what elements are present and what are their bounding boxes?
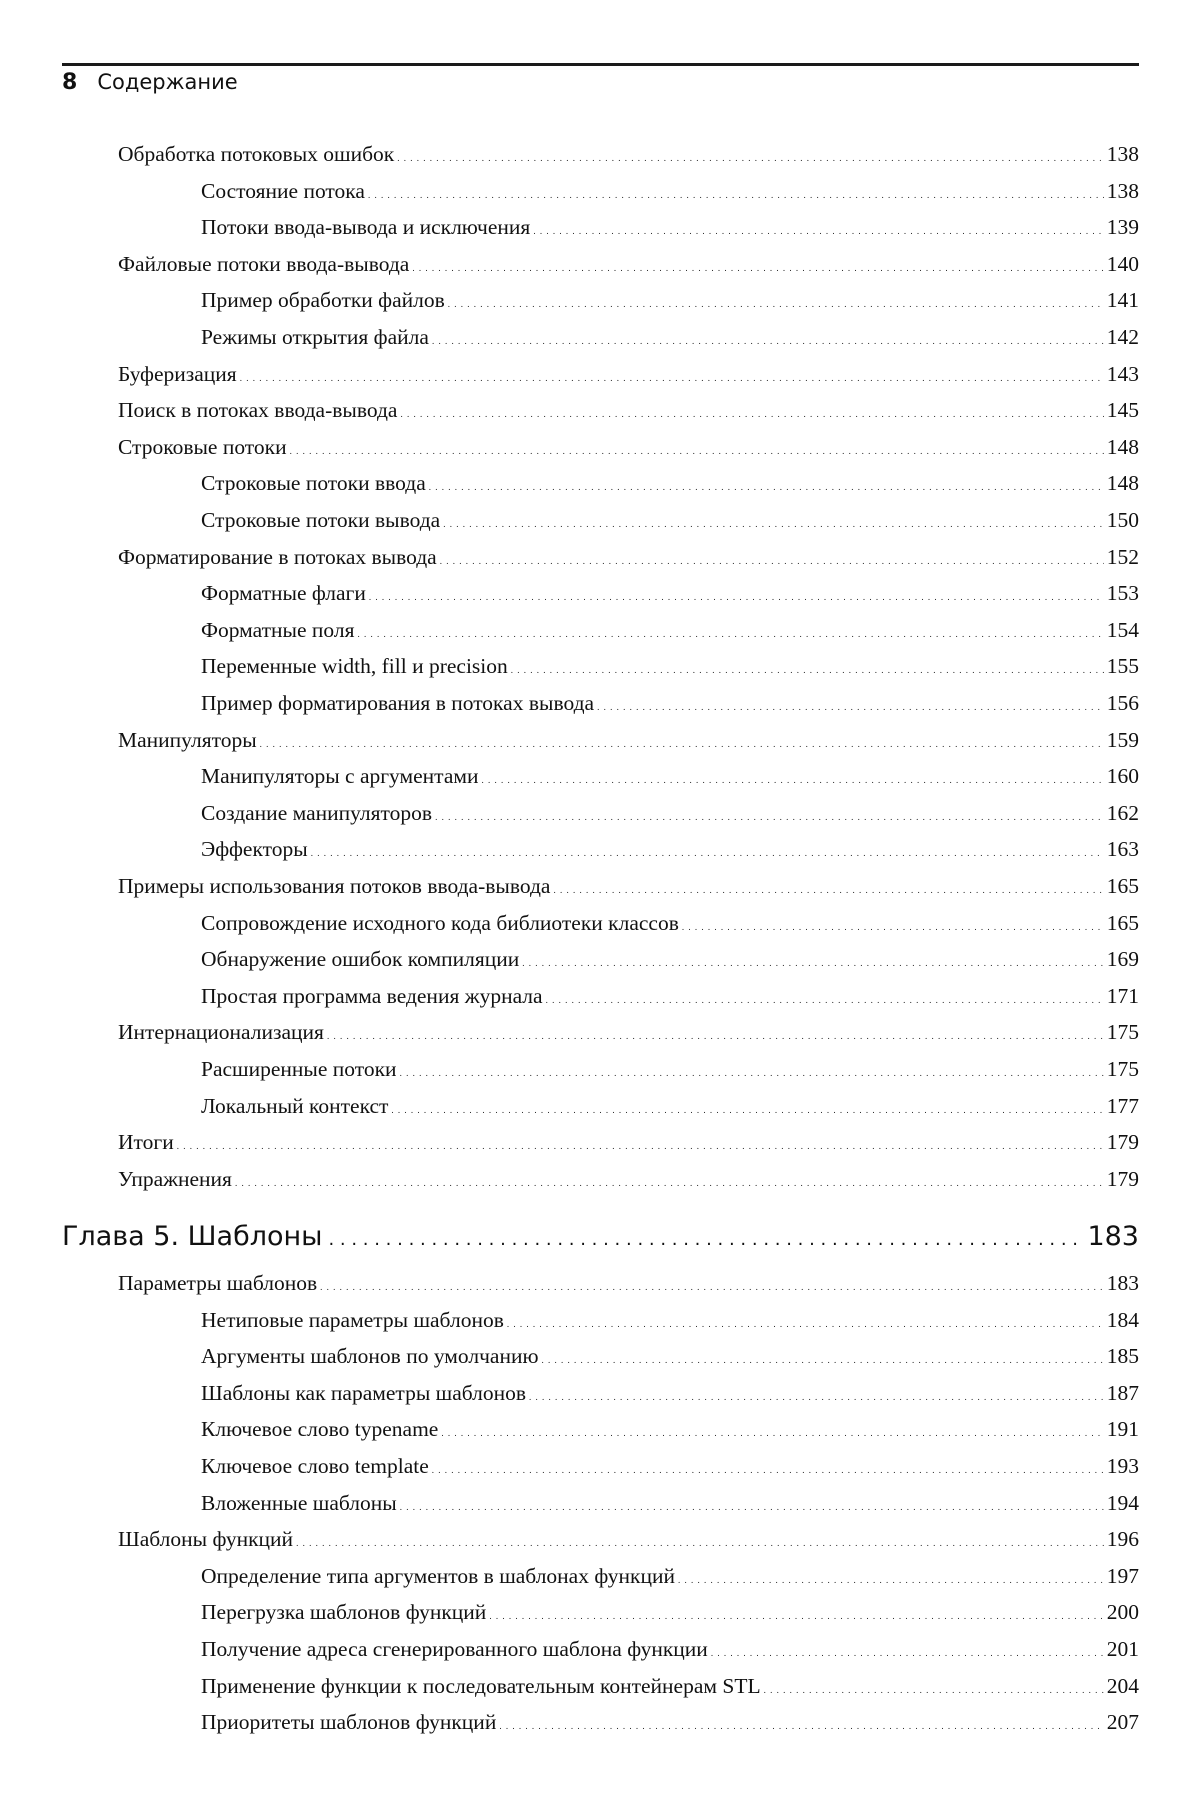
toc-entry	[201, 986, 1139, 1008]
dot-leader	[240, 364, 1104, 386]
toc-entry	[118, 364, 1139, 386]
toc-entry-title: Режимы открытия файла	[201, 325, 429, 349]
toc-entry	[201, 1096, 1139, 1118]
toc-entry-title: Манипуляторы с аргументами	[201, 764, 479, 788]
toc-entry	[201, 583, 1139, 605]
dot-leader	[368, 181, 1104, 203]
toc-entry-page: 184	[1106, 1308, 1139, 1332]
dot-leader	[400, 1059, 1104, 1081]
chapter-page: 183	[1087, 1221, 1139, 1252]
toc-entry	[118, 1169, 1139, 1191]
toc-entry	[201, 1456, 1139, 1478]
dot-leader	[397, 144, 1104, 166]
dot-leader	[542, 1346, 1104, 1368]
toc-entry	[201, 949, 1139, 971]
toc-entry-title: Определение типа аргументов в шаблонах функций	[201, 1564, 675, 1588]
toc-entry-title: Переменные width, fill и precision	[201, 654, 508, 678]
toc-entry	[201, 510, 1139, 532]
toc-entry	[201, 656, 1139, 678]
toc-entry	[201, 620, 1139, 642]
chapter-heading	[62, 1221, 1139, 1252]
dot-leader	[553, 876, 1103, 898]
toc-entry-title: Нетиповые параметры шаблонов	[201, 1308, 504, 1332]
toc-entry-page: 143	[1106, 362, 1139, 386]
toc-entry-page: 165	[1106, 874, 1139, 898]
toc-entry	[118, 1132, 1139, 1154]
dot-leader	[296, 1529, 1104, 1551]
toc-entry-title: Аргументы шаблонов по умолчанию	[201, 1344, 539, 1368]
toc-entry-title: Строковые потоки вывода	[201, 508, 441, 532]
toc-entry-page: 162	[1106, 801, 1139, 825]
toc-entry-title: Пример форматирования в потоках вывода	[201, 691, 595, 715]
chapter-title: Глава 5. Шаблоны	[62, 1221, 323, 1252]
page-number: 8	[62, 70, 78, 95]
dot-leader	[597, 693, 1104, 715]
toc-entry	[201, 327, 1139, 349]
toc-entry	[201, 1602, 1139, 1624]
dot-leader	[711, 1639, 1104, 1661]
running-title: Содержание	[97, 70, 238, 94]
dot-leader	[511, 656, 1104, 678]
toc-entry-page: 169	[1106, 947, 1139, 971]
toc-entry-page: 179	[1106, 1130, 1139, 1154]
toc-entry-page: 171	[1106, 984, 1139, 1008]
toc-entry-page: 150	[1106, 508, 1139, 532]
toc-entry-title: Форматные поля	[201, 618, 355, 642]
toc-entry-title: Приоритеты шаблонов функций	[201, 1710, 497, 1734]
dot-leader	[489, 1602, 1103, 1624]
toc-entry	[201, 217, 1139, 239]
toc-entry-title: Применение функции к последовательным контейнерам STL	[201, 1674, 761, 1698]
toc-entry-title: Состояние потока	[201, 179, 365, 203]
toc-entry-title: Форматные флаги	[201, 581, 366, 605]
toc-entry-title: Строковые потоки ввода	[201, 471, 426, 495]
dot-leader	[235, 1169, 1104, 1191]
dot-leader	[440, 547, 1104, 569]
toc-entry-title: Эффекторы	[201, 837, 308, 861]
toc-entry-title: Вложенные шаблоны	[201, 1491, 397, 1515]
toc-entry	[201, 181, 1139, 203]
dot-leader	[432, 327, 1104, 349]
toc-entry	[118, 437, 1139, 459]
dot-leader	[311, 839, 1104, 861]
toc-entry-page: 138	[1106, 142, 1139, 166]
toc-entry-title: Примеры использования потоков ввода-вывода	[118, 874, 551, 898]
dot-leader	[546, 986, 1104, 1008]
toc-entry	[118, 876, 1139, 898]
toc-entry-page: 197	[1106, 1564, 1139, 1588]
toc-entry-page: 204	[1106, 1674, 1139, 1698]
dot-leader	[678, 1566, 1104, 1588]
toc-entry	[201, 1566, 1139, 1588]
toc-entry-title: Локальный контекст	[201, 1094, 389, 1118]
toc-entry-title: Простая программа ведения журнала	[201, 984, 543, 1008]
toc-entry	[118, 400, 1139, 422]
toc-entry-page: 207	[1106, 1710, 1139, 1734]
toc-entry-title: Ключевое слово template	[201, 1454, 429, 1478]
toc-entry-page: 138	[1106, 179, 1139, 203]
toc-entry-title: Пример обработки файлов	[201, 288, 445, 312]
toc-entry-page: 140	[1106, 252, 1139, 276]
toc-entry	[118, 144, 1139, 166]
toc-entry	[201, 803, 1139, 825]
toc-entry-page: 191	[1106, 1417, 1139, 1441]
toc-entry-title: Расширенные потоки	[201, 1057, 397, 1081]
dot-leader	[432, 1456, 1104, 1478]
toc-entry-page: 154	[1106, 618, 1139, 642]
toc-entry	[118, 1022, 1139, 1044]
toc-entry-title: Получение адреса сгенерированного шаблона функции	[201, 1637, 708, 1661]
toc-entry-title: Упражнения	[118, 1167, 232, 1191]
toc-entry-title: Обработка потоковых ошибок	[118, 142, 395, 166]
dot-leader	[443, 510, 1104, 532]
toc-entry-page: 165	[1106, 911, 1139, 935]
toc-entry-title: Шаблоны как параметры шаблонов	[201, 1381, 527, 1405]
dot-leader	[435, 803, 1104, 825]
toc-entry	[201, 1310, 1139, 1332]
toc-entry-title: Обнаружение ошибок компиляции	[201, 947, 520, 971]
toc-entry	[201, 290, 1139, 312]
toc-entry-title: Манипуляторы	[118, 728, 257, 752]
toc-entry-title: Поиск в потоках ввода-вывода	[118, 398, 398, 422]
toc-entry	[118, 547, 1139, 569]
toc-entry-page: 142	[1106, 325, 1139, 349]
toc-entry-page: 145	[1106, 398, 1139, 422]
toc-entry	[201, 1383, 1139, 1405]
dot-leader	[369, 583, 1104, 605]
toc-entry-title: Сопровождение исходного кода библиотеки классов	[201, 911, 679, 935]
dot-leader	[328, 1221, 1081, 1252]
dot-leader	[533, 217, 1103, 239]
toc-entry	[118, 1529, 1139, 1551]
toc-entry	[201, 1346, 1139, 1368]
toc-entry	[201, 473, 1139, 495]
toc-entry-page: 193	[1106, 1454, 1139, 1478]
toc-entry-page: 183	[1106, 1271, 1139, 1295]
toc-entry	[118, 1273, 1139, 1295]
toc-entry	[201, 839, 1139, 861]
toc-entry	[201, 1676, 1139, 1698]
toc-entry-title: Строковые потоки	[118, 435, 287, 459]
toc-entry	[118, 254, 1139, 276]
toc-entry-page: 141	[1106, 288, 1139, 312]
toc-entry-title: Файловые потоки ввода-вывода	[118, 252, 410, 276]
toc-entry	[201, 1712, 1139, 1734]
dot-leader	[327, 1022, 1104, 1044]
toc-entry-page: 159	[1106, 728, 1139, 752]
toc-entry-page: 163	[1106, 837, 1139, 861]
toc-entry-page: 194	[1106, 1491, 1139, 1515]
toc-entry-title: Шаблоны функций	[118, 1527, 294, 1551]
dot-leader	[499, 1712, 1103, 1734]
dot-leader	[177, 1132, 1104, 1154]
dot-leader	[682, 913, 1104, 935]
toc-entry-page: 175	[1106, 1057, 1139, 1081]
toc-entry	[201, 766, 1139, 788]
toc-entry-page: 175	[1106, 1020, 1139, 1044]
toc-entry	[201, 1059, 1139, 1081]
dot-leader	[412, 254, 1103, 276]
toc-entry-page: 155	[1106, 654, 1139, 678]
dot-leader	[357, 620, 1103, 642]
toc-entry-page: 148	[1106, 435, 1139, 459]
dot-leader	[400, 1493, 1104, 1515]
toc-entry-page: 196	[1106, 1527, 1139, 1551]
toc-entry-title: Параметры шаблонов	[118, 1271, 318, 1295]
toc-entry-page: 153	[1106, 581, 1139, 605]
toc-entry-title: Итоги	[118, 1130, 174, 1154]
toc-entry	[118, 730, 1139, 752]
dot-leader	[482, 766, 1104, 788]
toc-entry-page: 152	[1106, 545, 1139, 569]
toc-entry-title: Потоки ввода-вывода и исключения	[201, 215, 531, 239]
toc-entry-page: 139	[1106, 215, 1139, 239]
toc-entry-title: Ключевое слово typename	[201, 1417, 439, 1441]
toc-entry-page: 177	[1106, 1094, 1139, 1118]
toc-entry	[201, 913, 1139, 935]
dot-leader	[429, 473, 1104, 495]
toc-entry-page: 156	[1106, 691, 1139, 715]
toc-entry-title: Создание манипуляторов	[201, 801, 433, 825]
toc-entry-title: Перегрузка шаблонов функций	[201, 1600, 487, 1624]
toc-entry-page: 201	[1106, 1637, 1139, 1661]
dot-leader	[448, 290, 1104, 312]
toc-entry	[201, 1419, 1139, 1441]
dot-leader	[260, 730, 1104, 752]
toc-entry-title: Буферизация	[118, 362, 237, 386]
toc-entry	[201, 1493, 1139, 1515]
toc-entry	[201, 1639, 1139, 1661]
dot-leader	[441, 1419, 1103, 1441]
dot-leader	[764, 1676, 1104, 1698]
toc-entry-title: Интернационализация	[118, 1020, 324, 1044]
toc-entry-page: 148	[1106, 471, 1139, 495]
toc-entry-page: 187	[1106, 1381, 1139, 1405]
dot-leader	[529, 1383, 1104, 1405]
dot-leader	[522, 949, 1103, 971]
dot-leader	[400, 400, 1103, 422]
toc-entry-page: 179	[1106, 1167, 1139, 1191]
dot-leader	[290, 437, 1104, 459]
toc-entry-page: 160	[1106, 764, 1139, 788]
toc-entry-page: 185	[1106, 1344, 1139, 1368]
toc-entry	[201, 693, 1139, 715]
dot-leader	[507, 1310, 1104, 1332]
dot-leader	[391, 1096, 1103, 1118]
dot-leader	[320, 1273, 1104, 1295]
toc-entry-page: 200	[1106, 1600, 1139, 1624]
toc-entry-title: Форматирование в потоках вывода	[118, 545, 437, 569]
